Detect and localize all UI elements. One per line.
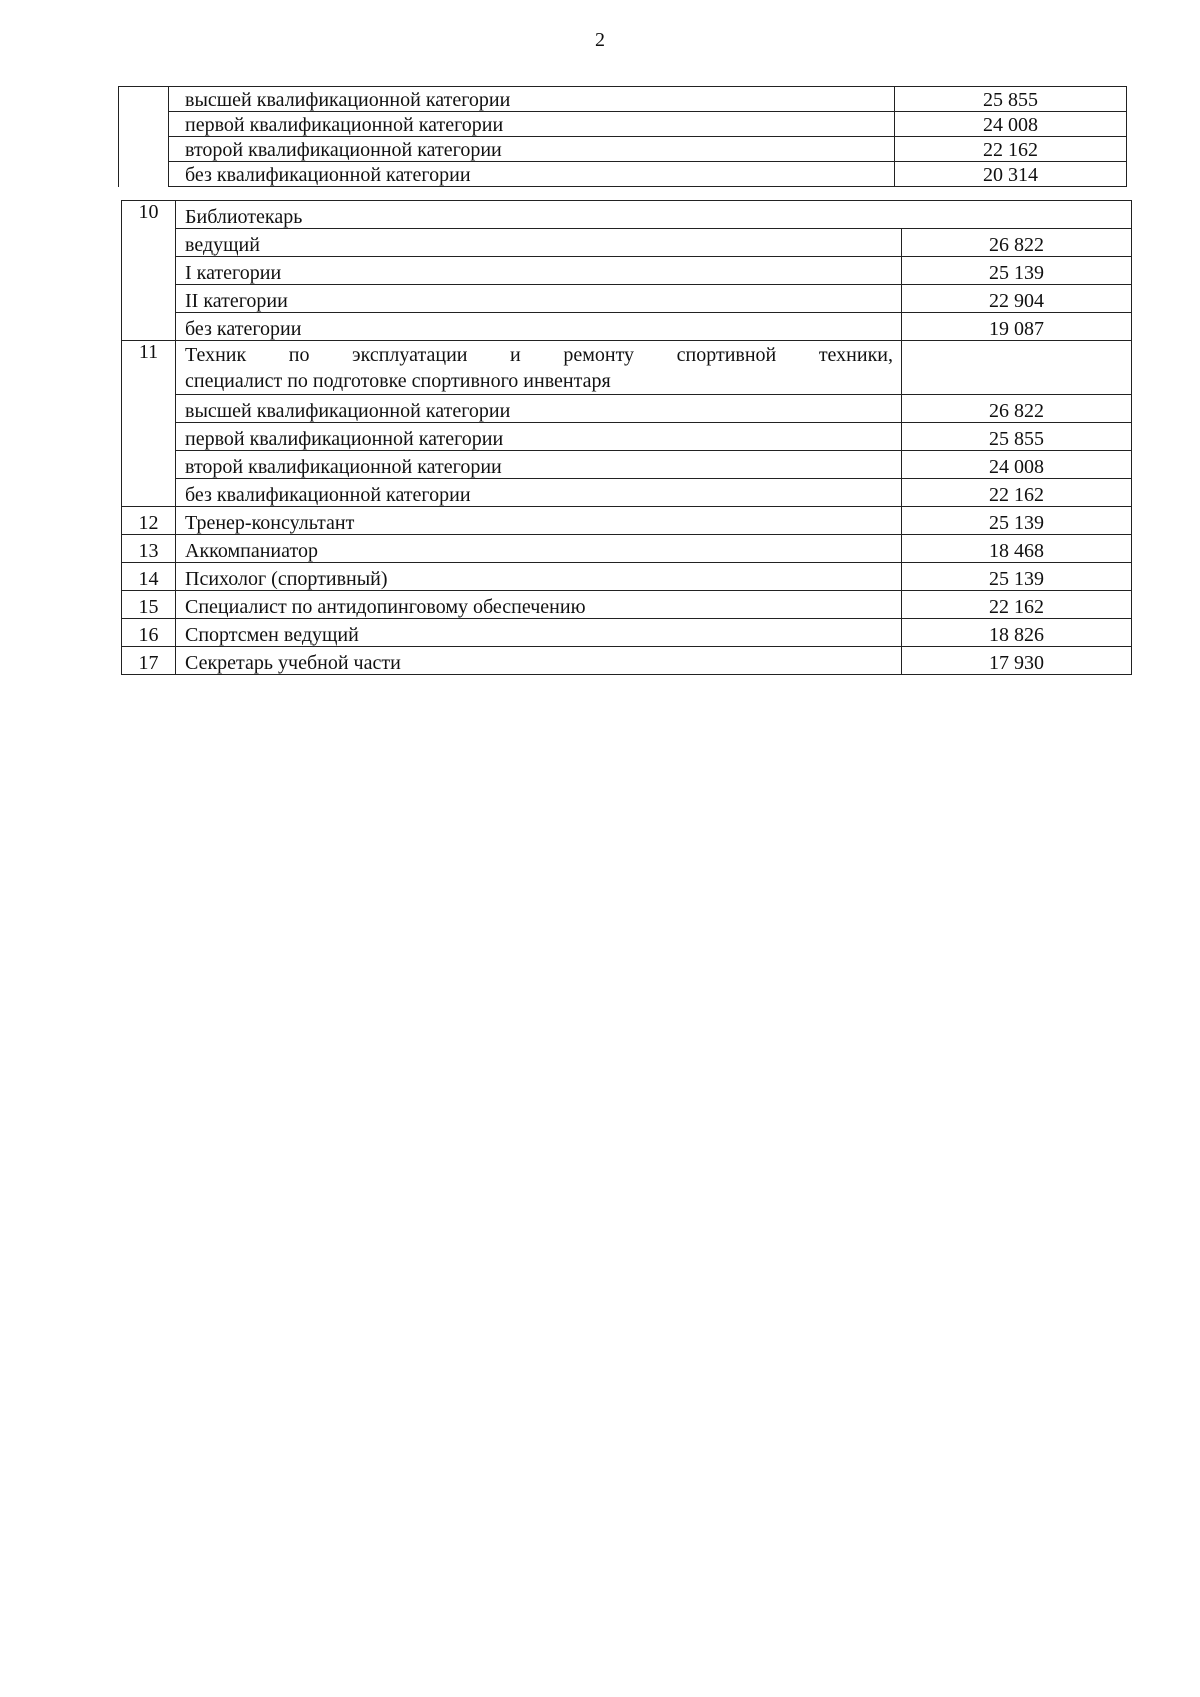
position-name-cell: без категории [176, 313, 902, 341]
position-name-cell: Аккомпаниатор [176, 535, 902, 563]
table-row [122, 395, 1132, 423]
salary-value-cell: 22 162 [902, 479, 1132, 507]
salary-table [121, 200, 1132, 675]
salary-value-cell: 22 162 [895, 137, 1127, 162]
group-title-cell [176, 341, 902, 395]
salary-value-cell: 18 468 [902, 535, 1132, 563]
table-row [122, 451, 1132, 479]
table-row [122, 507, 1132, 535]
position-name-cell: высшей квалификационной категории [176, 395, 902, 423]
salary-value-cell: 22 162 [902, 591, 1132, 619]
position-name-cell: высшей квалификационной категории [169, 87, 895, 112]
row-number-cell: 14 [122, 563, 176, 591]
table-row [119, 137, 1127, 162]
salary-value-cell: 25 139 [902, 507, 1132, 535]
page-number: 2 [595, 29, 605, 51]
table-row [119, 112, 1127, 137]
table-row [122, 313, 1132, 341]
salary-value-cell: 18 826 [902, 619, 1132, 647]
table-row [122, 535, 1132, 563]
row-number-cell: 12 [122, 507, 176, 535]
table-row [122, 591, 1132, 619]
group-title-line: Техник по эксплуатации и ремонту спортивной техники, [185, 344, 893, 366]
table-row [122, 479, 1132, 507]
table-row [119, 162, 1127, 187]
group-header-row [122, 341, 1132, 395]
salary-value-cell: 25 855 [902, 423, 1132, 451]
salary-value-cell: 26 822 [902, 229, 1132, 257]
row-number-cell: 11 [122, 341, 176, 507]
salary-value-cell: 24 008 [895, 112, 1127, 137]
salary-value-cell: 22 904 [902, 285, 1132, 313]
table-row [122, 423, 1132, 451]
salary-value-cell: 19 087 [902, 313, 1132, 341]
table-row [122, 257, 1132, 285]
position-name-cell: ведущий [176, 229, 902, 257]
row-number-cell: 13 [122, 535, 176, 563]
table-row [119, 87, 1127, 112]
row-number-cell: 10 [122, 201, 176, 341]
position-name-cell: без квалификационной категории [176, 479, 902, 507]
salary-value-cell: 24 008 [902, 451, 1132, 479]
salary-value-cell: 17 930 [902, 647, 1132, 675]
row-number-cell [119, 87, 169, 187]
row-number-cell: 16 [122, 619, 176, 647]
salary-value-cell: 25 139 [902, 257, 1132, 285]
group-title-cell: Библиотекарь [176, 201, 1132, 229]
salary-value-cell [902, 341, 1132, 395]
position-name-cell: без квалификационной категории [169, 162, 895, 187]
group-title-line: специалист по подготовке спортивного инвентаря [185, 370, 611, 392]
position-name-cell: второй квалификационной категории [176, 451, 902, 479]
position-name-cell: Специалист по антидопинговому обеспечению [176, 591, 902, 619]
position-name-cell: первой квалификационной категории [169, 112, 895, 137]
table-row [122, 619, 1132, 647]
position-name-cell: II категории [176, 285, 902, 313]
salary-value-cell: 25 139 [902, 563, 1132, 591]
salary-value-cell: 26 822 [902, 395, 1132, 423]
position-name-cell: Тренер-консультант [176, 507, 902, 535]
table-row [122, 229, 1132, 257]
salary-table-continuation [118, 86, 1127, 187]
group-header-row [122, 201, 1132, 229]
table-row [122, 285, 1132, 313]
position-name-cell: Секретарь учебной части [176, 647, 902, 675]
row-number-cell: 17 [122, 647, 176, 675]
position-name-cell: I категории [176, 257, 902, 285]
position-name-cell: Спортсмен ведущий [176, 619, 902, 647]
position-name-cell: первой квалификационной категории [176, 423, 902, 451]
salary-value-cell: 20 314 [895, 162, 1127, 187]
row-number-cell: 15 [122, 591, 176, 619]
position-name-cell: Психолог (спортивный) [176, 563, 902, 591]
table-row [122, 563, 1132, 591]
table-row [122, 647, 1132, 675]
position-name-cell: второй квалификационной категории [169, 137, 895, 162]
salary-value-cell: 25 855 [895, 87, 1127, 112]
